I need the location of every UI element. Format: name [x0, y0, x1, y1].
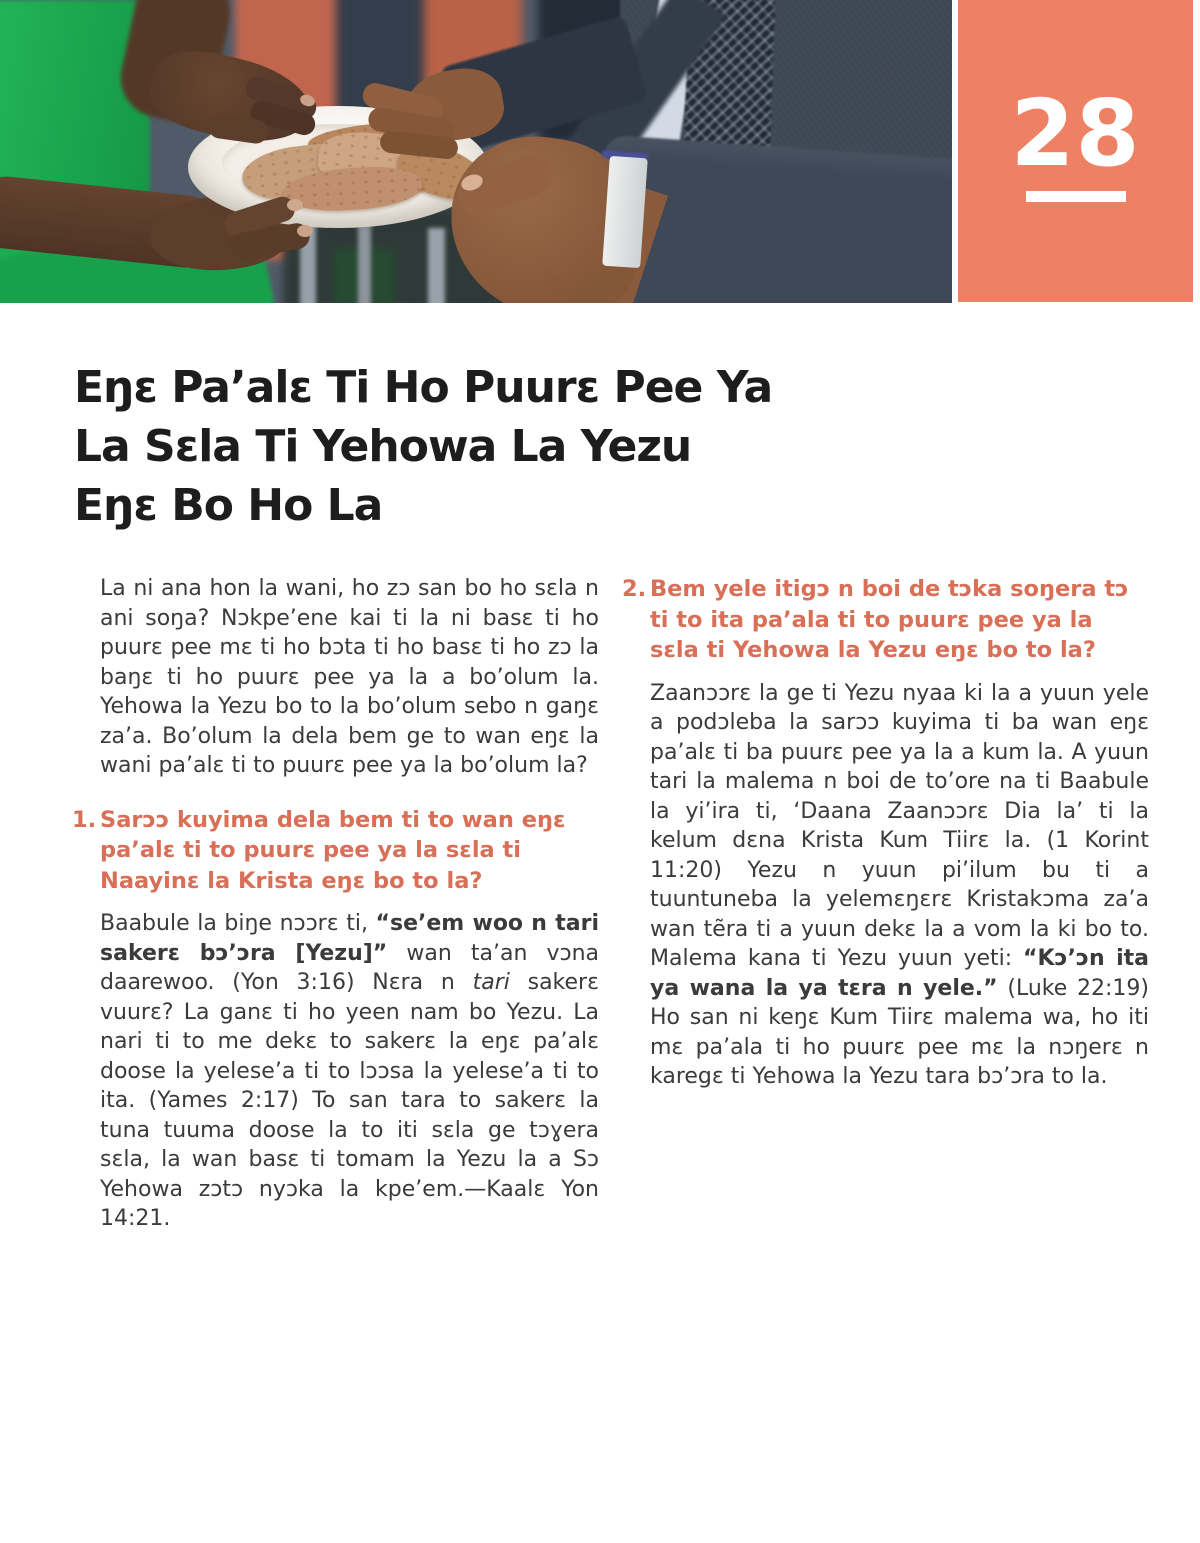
answer-1-segment: sakerɛ vuurɛ? La ganɛ ti ho yeen nam bo Yezu. La nari ti to me dekɛ to sakerɛ la eŋɛ pa’alɛ doose la yelese’a ti to lɔɔsa la yelese’a ti to ita. (Yames 2:17) To san tara to sakerɛ la tuna tuuma doose la to iti sɛla ge tɔɣera sɛla, la wan basɛ ti tomam la Yezu la a Sɔ Yehowa zɔtɔ nyɔka la kpe’em.—Kaalɛ Yon 14:21.: [100, 970, 599, 1231]
answer-2-paragraph: [650, 679, 1149, 1092]
answer-1-segment: Baabule la biŋe nɔɔrɛ ti,: [100, 911, 376, 936]
fingernail: [287, 199, 303, 211]
hero-photo: [0, 0, 952, 303]
lesson-title: [74, 358, 1160, 535]
white-shirt-cuff: [602, 156, 648, 268]
lesson-content: [0, 358, 1200, 1234]
lesson-number-block: [958, 0, 1193, 302]
metal-post: [358, 224, 371, 303]
answer-2-segment: Zaanɔɔrɛ la ge ti Yezu nyaa ki la a yuun yele a podɔleba la sarɔɔ kuyima ti ba wan eŋɛ pa’alɛ ti ba puurɛ pee ya la a kum la. A yuun tari la malema n boi de to’ore na ti Baabule la yi’ira ti, ‘Daana Zaanɔɔrɛ Dia la’ ti la kelum dɛna Krista Kum Tiirɛ la. (1 Korint 11:20) Yezu n yuun pi’ilum bu ti a tuuntuneba la yelemɛŋɛrɛ Kristakɔma za’a wan tẽra ti a yuun dekɛ la a vom la ki bo to. Malema kana ti Yezu yuun yeti:: [650, 680, 1149, 971]
lesson-number: 28: [1010, 80, 1141, 187]
answer-1-segment: wan ta’an vɔna daarewoo. (Yon 3:16) Nɛra n: [100, 940, 599, 995]
two-column-text: [72, 574, 1160, 1234]
hero-header: [0, 0, 1200, 303]
title-line: Eŋɛ Bo Ho La: [74, 480, 383, 531]
lesson-number-underline: [1026, 191, 1126, 202]
question-1: [72, 805, 599, 897]
answer-2-segment: (Luke 22:19) Ho san ni keŋɛ Kum Tiirɛ malema wa, ho iti mɛ pa’ala ti ho puurɛ pee mɛ la nɔŋerɛ n karegɛ ti Yehowa la Yezu tara bɔ’ɔra to la.: [650, 975, 1150, 1089]
answer-2-bold-quote: “Kɔ’ɔn ita ya wana la ya tɛra n yele.”: [650, 946, 1150, 1001]
intro-paragraph: La ni ana hon la wani, ho zɔ san bo ho sɛla n ani soŋa? Nɔkpe’ene kai ti la ni basɛ ti ho puurɛ pee mɛ ti ho bɔta ti ho basɛ ti ho zɔ la baŋɛ ti ho puurɛ pee ya la a bo’olum la. Yehowa la Yezu bo to la bo’olum sebo n gaŋɛ za’a. Bo’olum la dela bem ge to wan eŋɛ la wani pa’alɛ ti to puurɛ pee ya la bo’olum la?: [100, 576, 599, 778]
fingernail: [297, 225, 313, 237]
question-1-number: 1.: [72, 806, 97, 833]
question-1-text: Sarɔɔ kuyima dela bem ti to wan eŋɛ pa’alɛ ti to puurɛ pee ya la sɛla ti Naayinɛ la Krista eŋɛ bo to la?: [100, 806, 566, 894]
metal-post: [428, 228, 445, 303]
right-column: [622, 574, 1149, 1234]
title-line: Eŋɛ Pa’alɛ Ti Ho Puurɛ Pee Ya: [74, 362, 773, 413]
answer-1-italic-word: tari: [472, 970, 510, 995]
question-2-text: Bem yele itigɔ n boi de tɔka soŋera tɔ ti to ita pa’ala ti to puurɛ pee ya la sɛla ti Yehowa la Yezu eŋɛ bo to la?: [650, 576, 1129, 663]
title-line: La Sɛla Ti Yehowa La Yezu: [74, 421, 692, 472]
left-column: [72, 574, 599, 1234]
question-2: [622, 574, 1149, 666]
question-2-number: 2.: [622, 576, 647, 602]
answer-1-bold-quote: “se’em woo n tari sakerɛ bɔ’ɔra [Yezu]”: [100, 911, 599, 966]
answer-1-paragraph: [100, 909, 599, 1234]
